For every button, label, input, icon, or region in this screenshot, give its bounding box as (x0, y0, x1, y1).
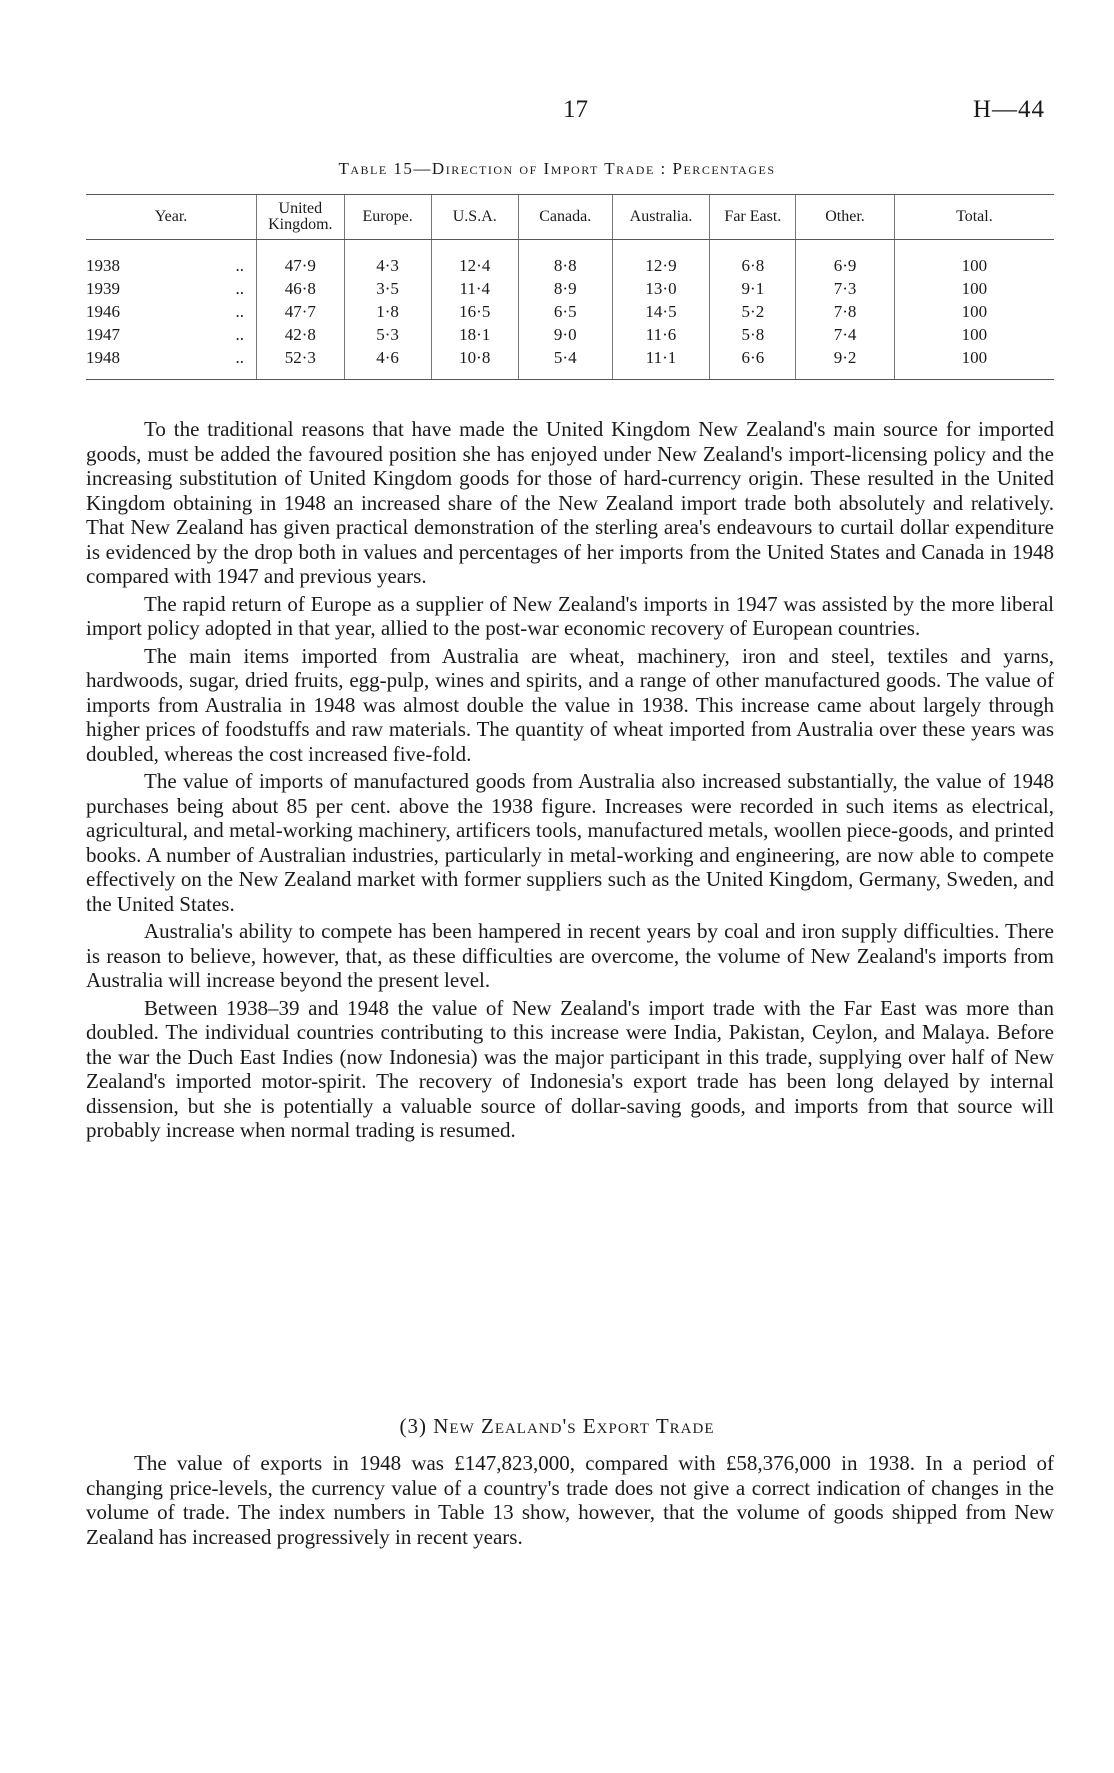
leader-dots: .. (235, 255, 244, 275)
import-trade-table (86, 194, 1054, 380)
table-cell: 100 (894, 240, 1054, 278)
table-cell: 100 (894, 323, 1054, 346)
section-heading: (3) New Zealand's Export Trade (399, 1414, 715, 1438)
col-header-other: Other. (796, 195, 895, 240)
year-value: 1939 (86, 278, 120, 298)
year-cell (86, 300, 257, 323)
leader-dots: .. (235, 324, 244, 344)
table-row (86, 346, 1054, 380)
paragraph-exports: The value of exports in 1948 was £147,823,000, compared with £58,376,000 in 1938. In a period of changing price-levels, the currency value of a country's trade does not give a correct indication of changes in the volume of trade. The index numbers in Table 13 show, however, that the volume of goods shipped from New Zealand has increased progressively in recent years. (86, 1451, 1054, 1549)
table-cell: 16·5 (431, 300, 518, 323)
col-header-united-kingdom: United Kingdom. (257, 195, 345, 240)
leader-dots: .. (235, 347, 244, 367)
table-cell: 9·0 (518, 323, 612, 346)
table-cell: 8·8 (518, 240, 612, 278)
paragraph-australia-ability: Australia's ability to compete has been hampered in recent years by coal and iron supply difficulties. There is reason to believe, however, that, as these difficulties are overcome, the volume of New Zealand's imports from Australia will increase beyond the present level. (86, 919, 1054, 992)
table-row (86, 240, 1054, 278)
table-header-row (86, 195, 1054, 240)
paragraph-far-east: Between 1938–39 and 1948 the value of New Zealand's import trade with the Far East was more than doubled. The individual countries contributing to this increase were India, Pakistan, Ceylon, and Malaya. Before the war the Duch East Indies (now Indonesia) was the major participant in this trade, supplying over half of New Zealand's imported motor-spirit. The recovery of Indonesia's export trade has been long delayed by internal dissension, but she is potentially a valuable source of dollar-saving goods, and imports from that source will probably increase when normal trading is resumed. (86, 995, 1054, 1142)
table-cell: 7·3 (796, 277, 895, 300)
table-row (86, 300, 1054, 323)
table-cell: 47·7 (257, 300, 345, 323)
col-header-canada: Canada. (518, 195, 612, 240)
page-number: 17 (563, 96, 588, 123)
table-cell: 5·4 (518, 346, 612, 380)
year-value: 1938 (86, 255, 120, 275)
year-cell (86, 346, 257, 380)
col-header-total: Total. (894, 195, 1054, 240)
table-cell: 11·6 (612, 323, 710, 346)
table-cell: 100 (894, 346, 1054, 380)
table-cell: 8·9 (518, 277, 612, 300)
table-cell: 5·2 (710, 300, 796, 323)
paragraph-australia-manufactured: The value of imports of manufactured goods from Australia also increased substantially, the value of 1948 purchases being about 85 per cent. above the 1938 figure. Increases were recorded in such items as electrical, agricultural, and metal-working machinery, artificers tools, manufactured metals, woollen piece-goods, and printed books. A number of Australian industries, particularly in metal-working and engineering, are now able to compete effectively on the New Zealand market with former suppliers such as the United Kingdom, Germany, Sweden, and the United States. (86, 769, 1054, 916)
table-cell: 12·4 (431, 240, 518, 278)
table-cell: 4·6 (344, 346, 431, 380)
table-cell: 10·8 (431, 346, 518, 380)
year-value: 1947 (86, 324, 120, 344)
table-cell: 9·2 (796, 346, 895, 380)
table-cell: 7·8 (796, 300, 895, 323)
leader-dots: .. (235, 301, 244, 321)
col-header-australia: Australia. (612, 195, 710, 240)
table-cell: 18·1 (431, 323, 518, 346)
leader-dots: .. (235, 278, 244, 298)
table-cell: 4·3 (344, 240, 431, 278)
table-cell: 1·8 (344, 300, 431, 323)
col-header-usa: U.S.A. (431, 195, 518, 240)
table-cell: 6·9 (796, 240, 895, 278)
table-cell: 100 (894, 300, 1054, 323)
table-title: Table 15—Direction of Import Trade : Percentages (338, 159, 776, 178)
table-cell: 100 (894, 277, 1054, 300)
col-header-europe: Europe. (344, 195, 431, 240)
table-row (86, 323, 1054, 346)
year-value: 1948 (86, 347, 120, 367)
table-cell: 5·3 (344, 323, 431, 346)
table-cell: 47·9 (257, 240, 345, 278)
body-text (86, 417, 1054, 1146)
table-cell: 13·0 (612, 277, 710, 300)
col-header-year: Year. (86, 195, 257, 240)
year-cell (86, 277, 257, 300)
table-row (86, 277, 1054, 300)
table-cell: 42·8 (257, 323, 345, 346)
section-text (86, 1451, 1054, 1549)
table-cell: 12·9 (612, 240, 710, 278)
table-cell: 5·8 (710, 323, 796, 346)
table-cell: 46·8 (257, 277, 345, 300)
document-reference: H—44 (973, 96, 1046, 123)
col-header-far-east: Far East. (710, 195, 796, 240)
table-cell: 11·1 (612, 346, 710, 380)
table-cell: 52·3 (257, 346, 345, 380)
table-cell: 7·4 (796, 323, 895, 346)
table-cell: 3·5 (344, 277, 431, 300)
paragraph-australia-items: The main items imported from Australia are wheat, machinery, iron and steel, textiles and yarns, hardwoods, sugar, dried fruits, egg-pulp, wines and spirits, and a range of other manufactured goods. The value of imports from Australia in 1948 was almost double the value in 1938. This increase came about largely through higher prices of foodstuffs and raw materials. The quantity of wheat imported from Australia over these years was doubled, whereas the cost increased five-fold. (86, 643, 1054, 766)
paragraph-europe: The rapid return of Europe as a supplier of New Zealand's imports in 1947 was assisted by the more liberal import policy adopted in that year, allied to the post-war economic recovery of European countries. (86, 591, 1054, 640)
table-cell: 14·5 (612, 300, 710, 323)
table-cell: 11·4 (431, 277, 518, 300)
year-cell (86, 323, 257, 346)
paragraph-uk-reasons: To the traditional reasons that have made the United Kingdom New Zealand's main source for imported goods, must be added the favoured position she has enjoyed under New Zealand's import-licensing policy and the increasing substitution of United Kingdom goods for those of hard-currency origin. These resulted in the United Kingdom obtaining in 1948 an increased share of the New Zealand import trade both absolutely and relatively. That New Zealand has given practical demonstration of the sterling area's endeavours to curtail dollar expenditure is evidenced by the drop both in values and percentages of her imports from the United States and Canada in 1948 compared with 1947 and previous years. (86, 417, 1054, 588)
year-cell (86, 240, 257, 278)
table-cell: 6·5 (518, 300, 612, 323)
table-cell: 9·1 (710, 277, 796, 300)
year-value: 1946 (86, 301, 120, 321)
table-cell: 6·6 (710, 346, 796, 380)
table-cell: 6·8 (710, 240, 796, 278)
